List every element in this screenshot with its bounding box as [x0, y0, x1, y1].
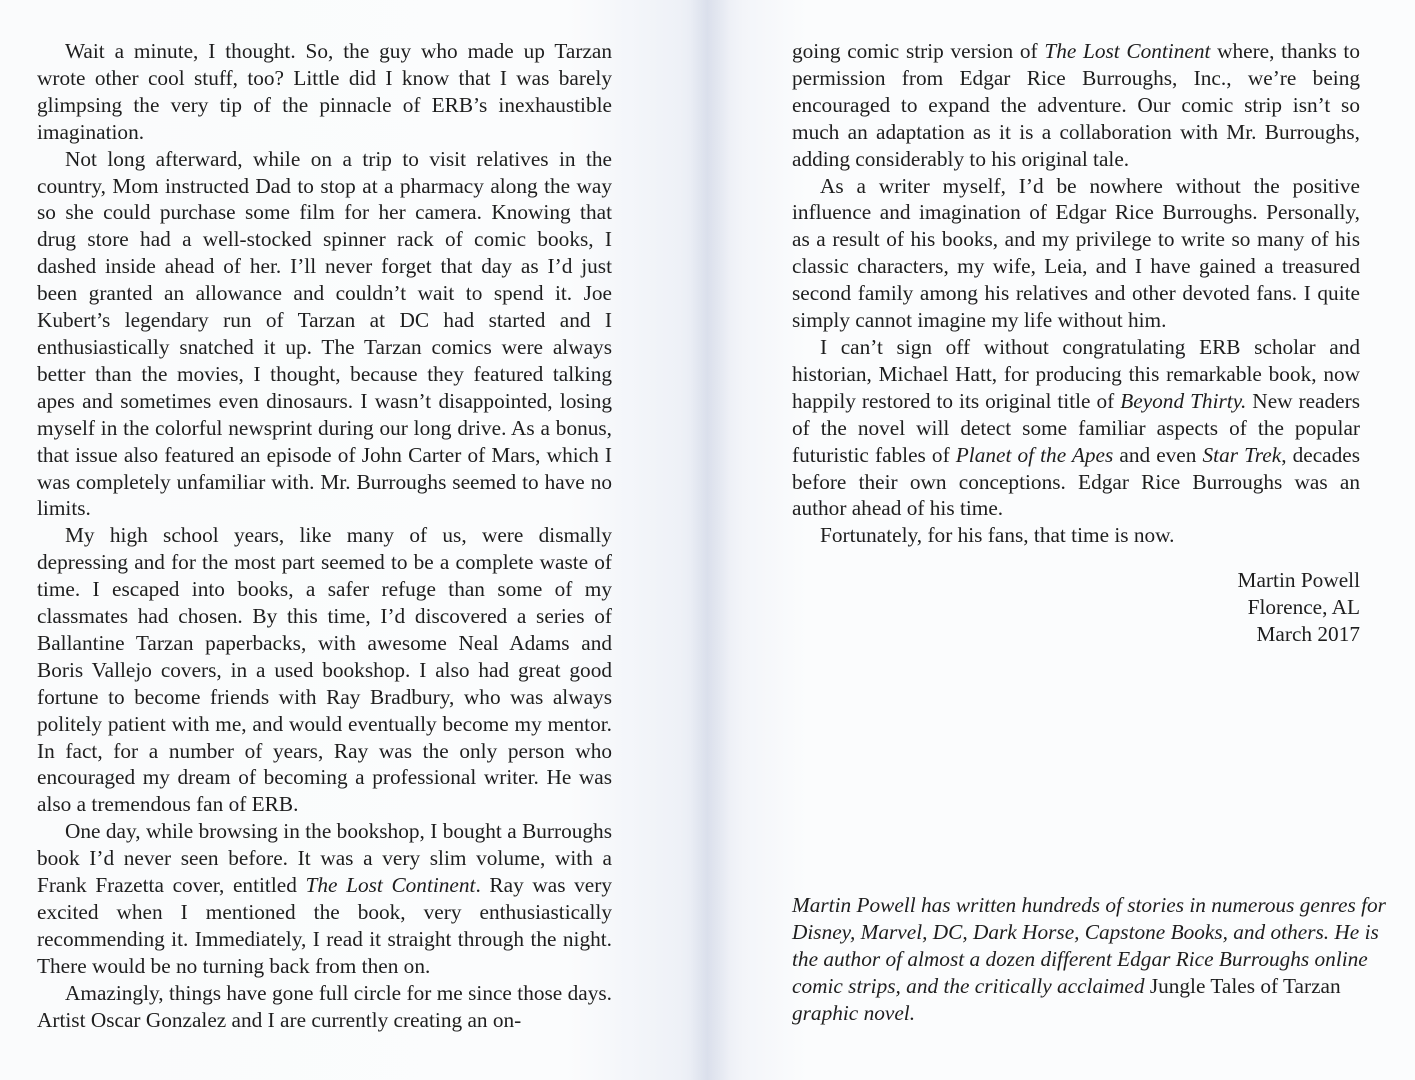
- film-title: Planet of the Apes: [955, 442, 1114, 467]
- paragraph-comic-strip: [792, 38, 1360, 173]
- book-title: The Lost Continent: [1044, 39, 1211, 63]
- paragraph-final: [792, 522, 1360, 549]
- paragraph-sign-off: [792, 334, 1360, 522]
- paragraph-pharmacy-trip: [37, 146, 612, 523]
- book-title: The Lost Continent: [305, 873, 476, 898]
- signature-block: [792, 567, 1360, 648]
- paragraph-text: , decades before their own conceptions. Edgar Rice Burroughs was an author ahead of his time.: [792, 442, 1361, 521]
- paragraph-full-circle: [37, 980, 612, 1034]
- graphic-novel-title: Jungle Tales of Tarzan: [1149, 973, 1341, 998]
- paragraph-text: Not long afterward, while on a trip to visit relatives in the country, Mom instructed Dad to stop at a pharmacy along the way so she could purchase some film for her camera. Knowing that drug store had a well-stocked spinner rack of comic books, I dashed inside ahead of her. I’ll never forget that day as I’d just been granted an allowance and couldn’t wait to spend it. Joe Kubert’s legendary run of Tarzan at DC had started and I enthusiastically snatched it up. The Tarzan comics were always better than the movies, I thought, because they featured talking apes and sometimes even dinosaurs. I wasn’t disappointed, losing myself in the colorful newsprint during our long drive. As a bonus, that issue also featured an episode of John Carter of Mars, which I was completely unfamiliar with. Mr. Burroughs seemed to have no limits.: [37, 146, 612, 521]
- right-page: [708, 0, 1415, 1080]
- paragraph-text: Wait a minute, I thought. So, the guy who made up Tarzan wrote other cool stuff, too? Little did I know that I was barely glimpsing the very tip of the pinnacle of ERB’s inexhaustible imagination.: [37, 39, 612, 144]
- author-bio: [792, 892, 1392, 1027]
- series-title: Star Trek: [1202, 442, 1282, 467]
- paragraph-bookshop: [37, 818, 612, 979]
- right-page-text: [792, 38, 1360, 549]
- left-page-text: [37, 38, 612, 1034]
- paragraph-text: New readers of the novel will detect some familiar aspects of the popular futuristic fables of: [792, 388, 1360, 467]
- paragraph-text: My high school years, like many of us, were dismally depressing and for the most part seemed to be a complete waste of time. I escaped into books, a safer refuge than some of my classmates had chosen. By this time, I’d discovered a series of Ballantine Tarzan paperbacks, with awesome Neal Adams and Boris Vallejo covers, in a used bookshop. I also had great good fortune to become friends with Ray Bradbury, who was always politely patient with me, and would eventually become my mentor. In fact, for a number of years, Ray was the only person who encouraged my dream of becoming a professional writer. He was also a tremendous fan of ERB.: [37, 523, 612, 817]
- bio-text: Martin Powell has written hundreds of stories in numerous genres for Disney, Marvel, DC, Dark Horse, Capstone Books, and others. He is the author of almost a dozen different Edgar Rice Burroughs online comic strips, and the critically acclaimed: [792, 893, 1386, 998]
- paragraph-text: going comic strip version of: [792, 39, 1045, 63]
- book-title: Beyond Thirty.: [1120, 388, 1247, 413]
- signature-date: March 2017: [1256, 622, 1360, 647]
- paragraph-text: Fortunately, for his fans, that time is now.: [820, 523, 1175, 548]
- paragraph-text: One day, while browsing in the bookshop, I bought a Burroughs book I’d never seen before. It was a very slim volume, with a Frank Frazetta cover, entitled: [37, 819, 612, 898]
- paragraph-text: Amazingly, things have gone full circle for me since those days. Artist Oscar Gonzalez and I are currently creating an on-: [37, 980, 612, 1032]
- paragraph-text: . Ray was very excited when I mentioned the book, very enthusiastically recommending it. Immediately, I read it straight through the night. There would be no turning back from then on.: [37, 873, 612, 978]
- paragraph-as-a-writer: [792, 173, 1360, 334]
- paragraph-text: and even: [1113, 442, 1203, 467]
- paragraph-tarzan-author: [37, 38, 612, 146]
- author-location: Florence, AL: [1247, 595, 1360, 620]
- author-name: Martin Powell: [1237, 568, 1360, 593]
- bio-text: graphic novel.: [792, 1000, 916, 1025]
- paragraph-text: As a writer myself, I’d be nowhere without the positive influence and imagination of Edgar Rice Burroughs. Personally, as a result of his books, and my privilege to write so many of his classic characters, my wife, Leia, and I have gained a treasured second family among his relatives and other devoted fans. I quite simply cannot imagine my life without him.: [792, 173, 1360, 333]
- paragraph-high-school: [37, 522, 612, 818]
- paragraph-text: where, thanks to permission from Edgar Rice Burroughs, Inc., we’re being encouraged to expand the adventure. Our comic strip isn’t so much an adaptation as it is a collaboration with Mr. Burroughs, adding considerably to his original tale.: [792, 39, 1361, 171]
- paragraph-text: I can’t sign off without congratulating ERB scholar and historian, Michael Hatt, for producing this remarkable book, now happily restored to its original title of: [792, 334, 1360, 413]
